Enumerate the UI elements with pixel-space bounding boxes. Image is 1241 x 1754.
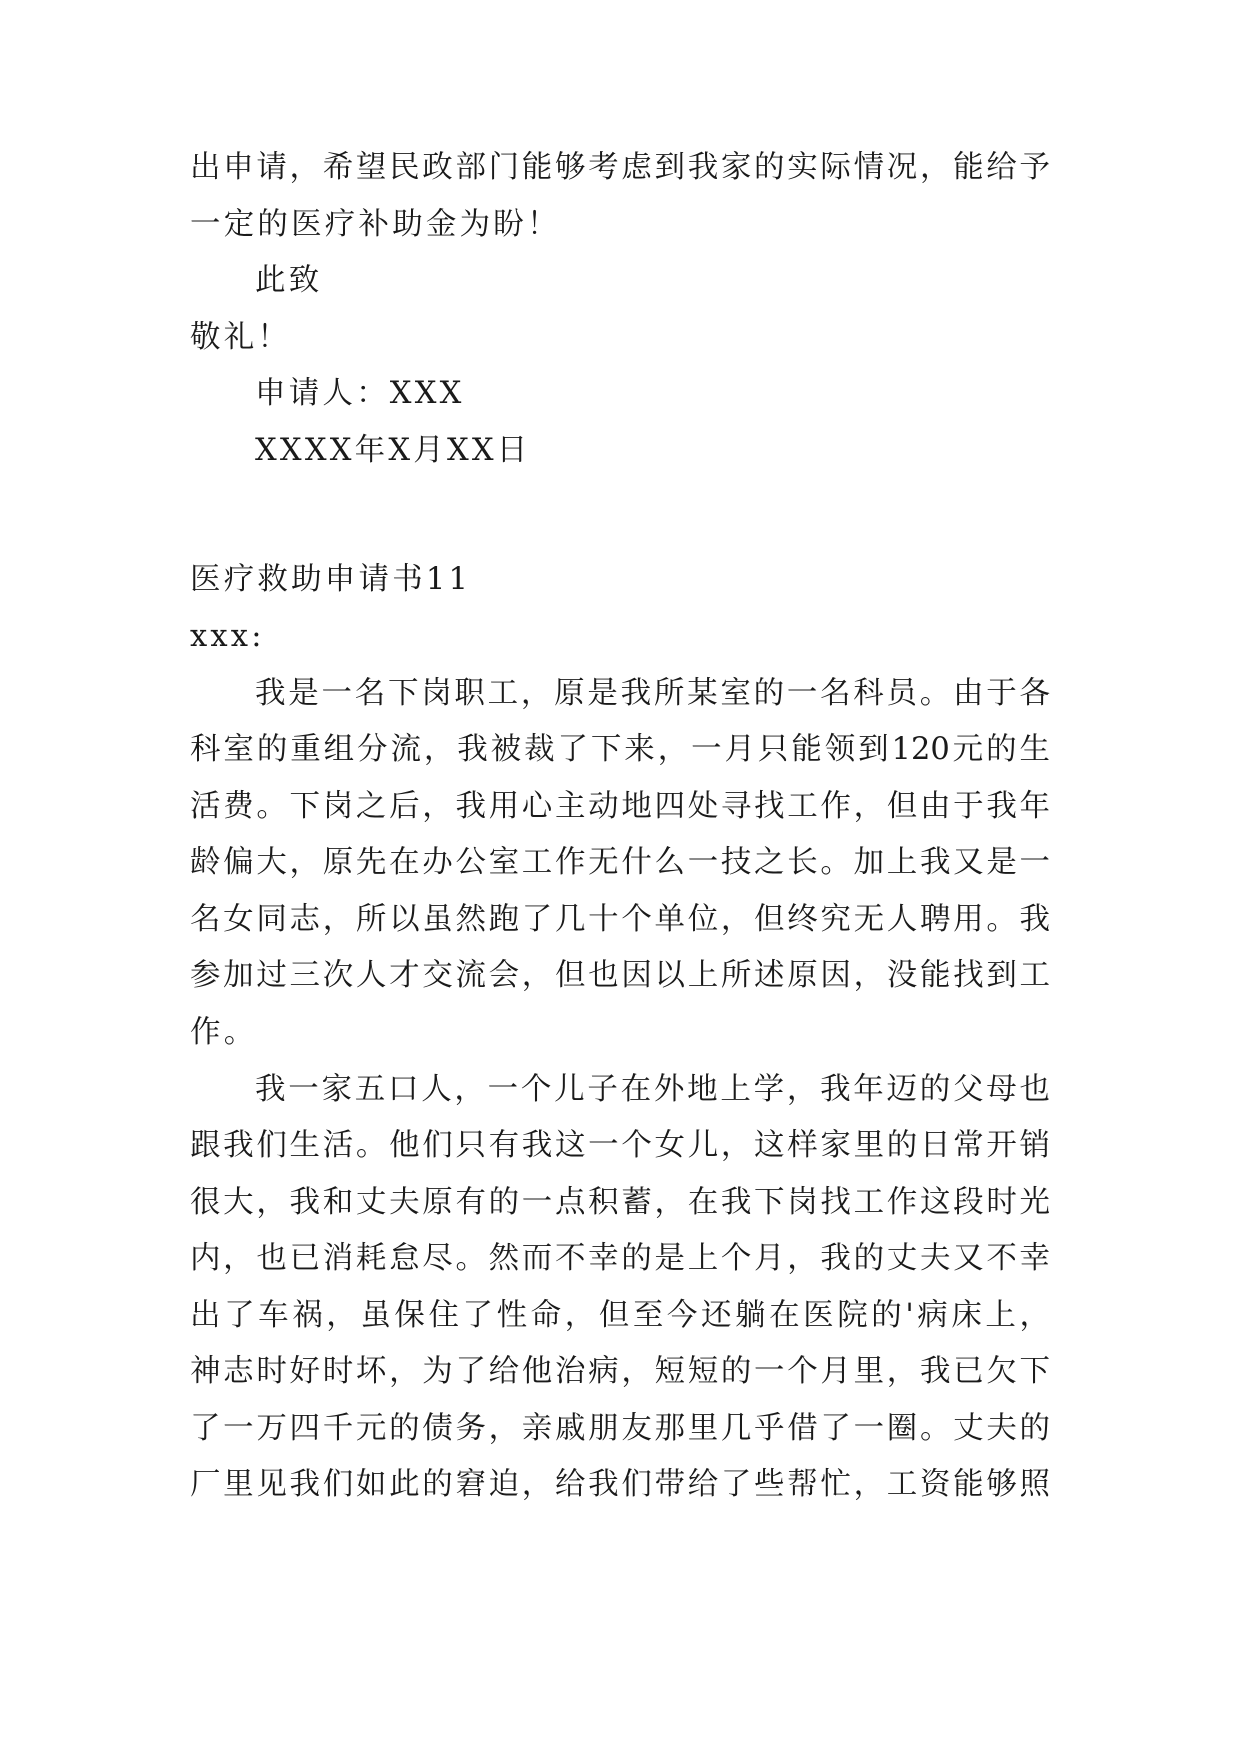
paragraph2-line-4: 内，也已消耗怠尽。然而不幸的是上个月，我的丈夫又不幸 — [190, 1241, 1050, 1276]
signature-date: XXXX年X月XX日 — [255, 433, 531, 468]
paragraph1-line-5: 名女同志，所以虽然跑了几十个单位，但终究无人聘用。我 — [190, 902, 1050, 937]
fragment-line-2: 一定的医疗补助金为盼！ — [190, 207, 561, 242]
paragraph1-line-2: 科室的重组分流，我被裁了下来，一月只能领到120元的生 — [190, 732, 1050, 767]
paragraph2-line-5: 出了车祸，虽保住了性命，但至今还躺在医院的'病床上， — [190, 1298, 1050, 1333]
paragraph1-line-3: 活费。下岗之后，我用心主动地四处寻找工作，但由于我年 — [190, 789, 1050, 824]
paragraph1-line-7: 作。 — [190, 1015, 258, 1050]
paragraph1-line-6: 参加过三次人才交流会，但也因以上所述原因，没能找到工 — [190, 958, 1050, 993]
paragraph2-line-1: 我一家五口人，一个儿子在外地上学，我年迈的父母也 — [255, 1072, 1050, 1107]
applicant-signature: 申请人：XXX — [255, 376, 465, 411]
paragraph1-line-1: 我是一名下岗职工，原是我所某室的一名科员。由于各 — [255, 676, 1050, 711]
paragraph1-line-4: 龄偏大，原先在办公室工作无什么一技之长。加上我又是一 — [190, 845, 1050, 880]
paragraph2-line-3: 很大，我和丈夫原有的一点积蓄，在我下岗找工作这段时光 — [190, 1185, 1050, 1220]
paragraph2-line-6: 神志时好时坏，为了给他治病，短短的一个月里，我已欠下 — [190, 1354, 1050, 1389]
letter-title: 医疗救助申请书11 — [190, 562, 472, 597]
paragraph2-line-2: 跟我们生活。他们只有我这一个女儿，这样家里的日常开销 — [190, 1128, 1050, 1163]
paragraph2-line-7: 了一万四千元的债务，亲戚朋友那里几乎借了一圈。丈夫的 — [190, 1411, 1050, 1446]
fragment-line-1: 出申请，希望民政部门能够考虑到我家的实际情况，能给予 — [190, 150, 1050, 185]
closing-salutation: 此致 — [255, 263, 323, 298]
closing-respect: 敬礼！ — [190, 320, 292, 355]
paragraph2-line-8: 厂里见我们如此的窘迫，给我们带给了些帮忙，工资能够照 — [190, 1467, 1050, 1502]
letter-recipient: xxx: — [190, 619, 265, 654]
